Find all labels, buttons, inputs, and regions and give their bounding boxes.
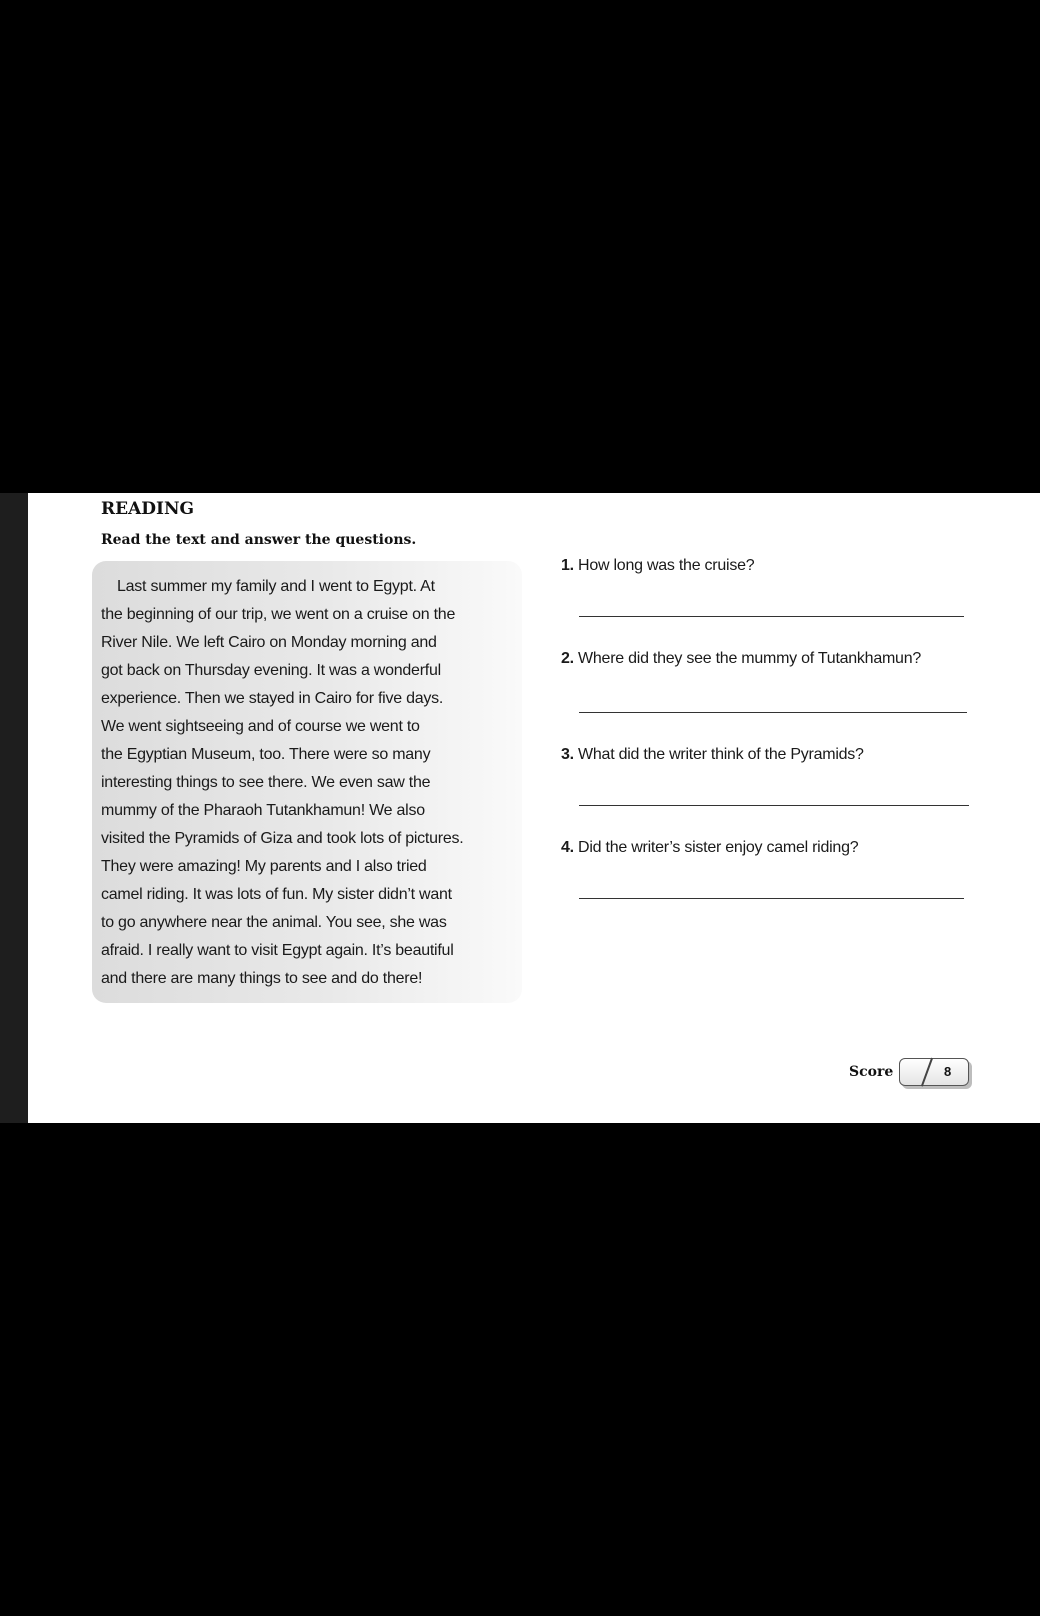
question-number: 3. [561,746,574,763]
answer-line-3[interactable] [579,805,969,806]
passage-line: visited the Pyramids of Giza and took lots of pictures. [101,830,464,847]
answer-line-4[interactable] [579,898,964,899]
passage-line: interesting things to see there. We even saw the [101,774,431,791]
question-number: 2. [561,650,574,667]
question-1 [561,557,754,575]
question-3 [561,746,864,764]
question-text: How long was the cruise? [578,557,755,574]
question-4 [561,839,858,857]
passage-line: and there are many things to see and do there! [101,970,423,987]
worksheet-page [0,493,1040,1123]
score-label: Score [849,1064,894,1080]
question-text: Did the writer’s sister enjoy camel riding? [578,839,859,856]
question-2 [561,650,921,668]
passage-text [101,573,511,993]
score-max: 8 [944,1064,952,1079]
passage-line: afraid. I really want to visit Egypt again. It’s beautiful [101,942,454,959]
question-number: 4. [561,839,574,856]
passage-line: experience. Then we stayed in Cairo for five days. [101,690,444,707]
passage-line: camel riding. It was lots of fun. My sister didn’t want [101,886,452,903]
section-title: READING [101,499,195,519]
answer-line-1[interactable] [579,616,964,617]
answer-line-2[interactable] [579,712,967,713]
left-edge-bar [0,493,28,1123]
passage-line: We went sightseeing and of course we went to [101,718,420,735]
passage-line: Last summer my family and I went to Egypt. At [117,578,435,595]
passage-line: They were amazing! My parents and I also tried [101,858,427,875]
passage-line: to go anywhere near the animal. You see, she was [101,914,447,931]
passage-line: the beginning of our trip, we went on a cruise on the [101,606,456,623]
instructions: Read the text and answer the questions. [101,532,417,548]
passage-line: the Egyptian Museum, too. There were so many [101,746,431,763]
passage-line: River Nile. We left Cairo on Monday morning and [101,634,437,651]
passage-line: mummy of the Pharaoh Tutankhamun! We also [101,802,425,819]
question-text: What did the writer think of the Pyramids? [578,746,864,763]
question-text: Where did they see the mummy of Tutankhamun? [578,650,921,667]
passage-line: got back on Thursday evening. It was a wonderful [101,662,441,679]
question-number: 1. [561,557,574,574]
score-slash [921,1058,933,1087]
score-box[interactable] [899,1058,969,1086]
